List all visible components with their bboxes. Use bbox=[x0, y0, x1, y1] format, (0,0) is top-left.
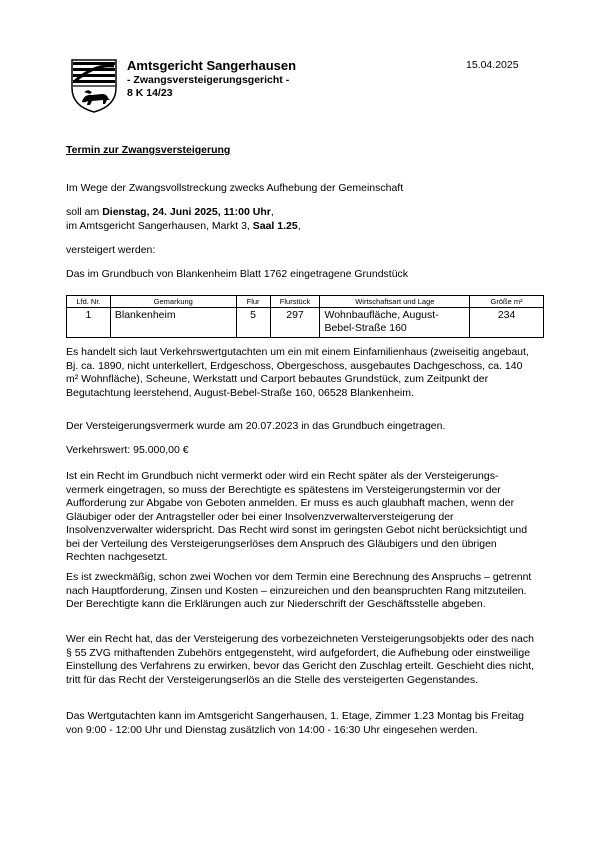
appointment-block bbox=[66, 206, 536, 233]
cell-flur: 5 bbox=[236, 308, 270, 338]
document-title: Termin zur Zwangsversteigerung bbox=[66, 144, 231, 156]
cell-size: 234 bbox=[470, 308, 544, 338]
intro-text: Im Wege der Zwangsvollstreckung zwecks Aufhebung der Gemeinschaft bbox=[66, 182, 404, 194]
registered-paragraph: Der Versteigerungsvermerk wurde am 20.07.2023 in das Grundbuch eingetragen. bbox=[66, 420, 446, 432]
property-table bbox=[66, 295, 544, 338]
cell-number: 1 bbox=[67, 308, 111, 338]
col-header-size: Größe m² bbox=[470, 296, 544, 308]
col-header-gemarkung: Gemarkung bbox=[110, 296, 236, 308]
appointment-room: Saal 1.25 bbox=[252, 219, 298, 232]
appointment-datetime: Dienstag, 24. Juni 2025, 11:00 Uhr bbox=[102, 206, 271, 218]
col-header-usage: Wirtschaftsart und Lage bbox=[320, 296, 470, 308]
appointment-prefix: soll am bbox=[66, 206, 103, 218]
inspection-paragraph: Das Wertgutachten kann im Amtsgericht Sangerhausen, 1. Etage, Zimmer 1.23 Montag bis Freitag von 9:00 - 12:00 Uhr und Dienstag zusätzlich von 14:00 - 16:30 Uhr eingesehen werden. bbox=[66, 710, 524, 736]
appointment-line bbox=[66, 206, 536, 220]
col-header-flur: Flur bbox=[236, 296, 270, 308]
rights-paragraph: Ist ein Recht im Grundbuch nicht vermerkt oder wird ein Recht später als der Versteigerungs-vermerk eingetragen, so muss der Berechtigte es spätestens im Versteigerungstermin vor der Aufforderung zur Abgabe von Geboten anmelden. Er muss es auch glaubhaft machen, wenn der Gläubiger oder der Antragsteller oder bei einer Insolvenzverwalterversteigerung der Insolvenzverwalter widerspricht. Das Recht wird sonst im geringsten Gebot nicht berücksichtigt und bei der Verteilung des Versteigerungserlöses dem Anspruch des Gläubigers und den übrigen Rechten nachgesetzt. bbox=[66, 470, 528, 563]
place-prefix: im Amtsgericht Sangerhausen, Markt 3, bbox=[66, 219, 253, 232]
col-header-flurstueck: Flurstück bbox=[270, 296, 320, 308]
court-department: - Zwangsversteigerungsgericht - bbox=[127, 74, 290, 86]
cell-usage: Wohnbaufläche, August-Bebel-Straße 160 bbox=[320, 308, 470, 338]
objection-paragraph: Wer ein Recht hat, das der Versteigerung des vorbezeichneten Versteigerungsobjekts oder des nach § 55 ZVG mithaftenden Zubehörs entgegensteht, wird aufgefordert, die Aufhebung oder einstweilige Einstellung des Verfahrens zu erwirken, bevor das Gericht den Zuschlag erteilt. Geschieht dies nicht, tritt für das Recht der Versteigerungserlös an die Stelle des versteigerten Gegenstandes. bbox=[66, 633, 535, 686]
property-intro: Das im Grundbuch von Blankenheim Blatt 1762 eingetragene Grundstück bbox=[66, 268, 409, 280]
advice-paragraph: Es ist zweckmäßig, schon zwei Wochen vor dem Termin eine Berechnung des Anspruchs – getrennt nach Hauptforderung, Zinsen und Kosten – einzureichen und den beanspruchten Rang mitzuteilen. Der Berechtigte kann die Erklärungen auch zur Niederschrift der Geschäftsstelle abgeben. bbox=[66, 571, 532, 610]
appointment-suffix: , bbox=[270, 206, 274, 218]
court-name: Amtsgericht Sangerhausen bbox=[127, 58, 297, 73]
cell-gemarkung: Blankenheim bbox=[110, 308, 236, 338]
market-value: Verkehrswert: 95.000,00 € bbox=[66, 444, 189, 456]
cell-flurstueck: 297 bbox=[270, 308, 320, 338]
appointment-place bbox=[66, 220, 536, 234]
table-row bbox=[67, 308, 544, 338]
case-number: 8 K 14/23 bbox=[127, 87, 173, 99]
description-paragraph: Es handelt sich laut Verkehrswertgutachten um ein mit einem Einfamilienhaus (zweiseitig angebaut, Bj. ca. 1890, nicht unterkellert, Erdgeschoss, Obergeschoss, ausgebautes Dachgeschoss, ca. 140 m² Wohnfläche), Scheune, Werkstatt und Carport bebautes Grundstück, zum Zeitpunkt der Begutachtung leerstehend, August-Bebel-Straße 160, 06528 Blankenheim. bbox=[66, 346, 529, 399]
coat-of-arms-icon bbox=[70, 58, 118, 114]
place-suffix: , bbox=[297, 219, 301, 232]
auctioned-text: versteigert werden: bbox=[66, 244, 156, 256]
document-date: 15.04.2025 bbox=[466, 59, 519, 71]
col-header-number: Lfd. Nr. bbox=[67, 296, 111, 308]
table-header-row bbox=[67, 296, 544, 308]
